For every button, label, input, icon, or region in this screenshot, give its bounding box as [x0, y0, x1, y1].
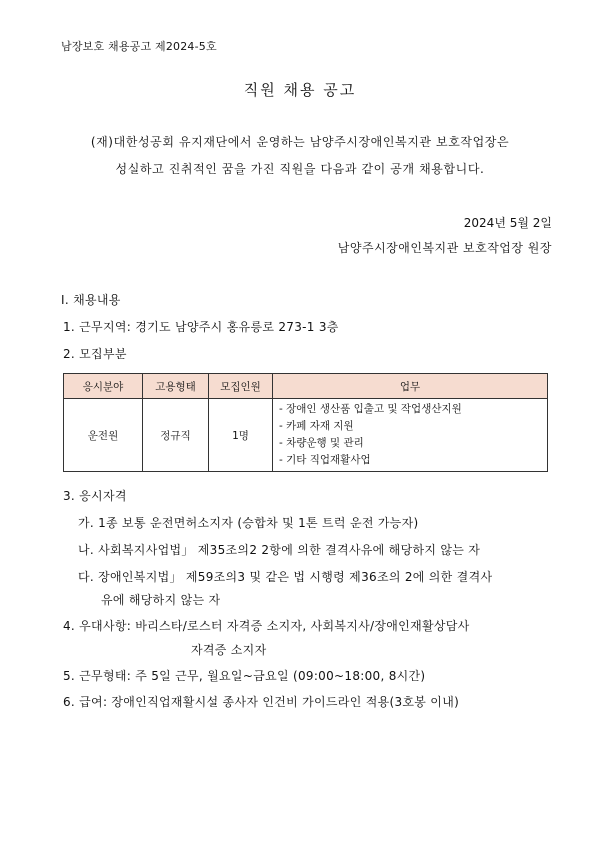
work-type: 5. 근무형태: 주 5일 근무, 월요일~금요일 (09:00~18:00, 8시간) — [63, 669, 426, 683]
preference: 4. 우대사항: 바리스타/로스터 자격증 소지자, 사회복지사/장애인재활상담사 — [63, 619, 470, 633]
qualification-a: 가. 1종 보통 운전면허소지자 (승합차 및 1톤 트럭 운전 가능자) — [78, 516, 419, 530]
qualifications-heading: 3. 응시자격 — [63, 489, 127, 503]
recruitment-table — [63, 373, 548, 472]
table-cell-type: 정규직 — [143, 399, 209, 472]
recruit-field-heading: 2. 모집부분 — [63, 347, 127, 361]
table-header: 응시분야 — [64, 374, 143, 399]
issuer-name: 남양주시장애인복지관 보호작업장 원장 — [337, 241, 552, 255]
qualification-c-continued: 유에 해당하지 않는 자 — [101, 593, 221, 607]
page-title: 직원 채용 공고 — [243, 81, 357, 99]
qualification-c: 다. 장애인복지법」 제59조의3 및 같은 법 시행령 제36조의 2에 의한 결격사 — [78, 570, 493, 584]
table-cell-count: 1명 — [209, 399, 273, 472]
table-header: 고용형태 — [143, 374, 209, 399]
salary: 6. 급여: 장애인직업재활시설 종사자 인건비 가이드라인 적용(3호봉 이내) — [63, 695, 460, 709]
table-cell-duties — [273, 399, 548, 472]
table-header: 모집인원 — [209, 374, 273, 399]
table-cell-field: 운전원 — [64, 399, 143, 472]
intro-line-2: 성실하고 진취적인 꿈을 가진 직원을 다음과 같이 공개 채용합니다. — [115, 162, 485, 176]
preference-continued: 자격증 소지자 — [191, 643, 267, 657]
work-location: 1. 근무지역: 경기도 남양주시 홍유릉로 273-1 3층 — [63, 320, 339, 334]
duty-item: - 차량운행 및 관리 — [279, 437, 364, 449]
qualification-b: 나. 사회복지사업법」 제35조의2 2항에 의한 결격사유에 해당하지 않는 자 — [78, 543, 481, 557]
document-number: 남장보호 채용공고 제2024-5호 — [61, 40, 217, 53]
table-header: 업무 — [273, 374, 548, 399]
table-header-row — [64, 374, 548, 399]
section-heading: Ⅰ. 채용내용 — [61, 293, 121, 307]
duty-item: - 장애인 생산품 입출고 및 작업생산지원 — [279, 403, 462, 415]
duty-item: - 기타 직업재활사업 — [279, 454, 371, 466]
announcement-date: 2024년 5월 2일 — [463, 216, 552, 230]
table-row — [64, 399, 548, 472]
intro-line-1: (재)대한성공회 유지재단에서 운영하는 남양주시장애인복지관 보호작업장은 — [90, 135, 510, 149]
duty-item: - 카페 자재 지원 — [279, 420, 354, 432]
